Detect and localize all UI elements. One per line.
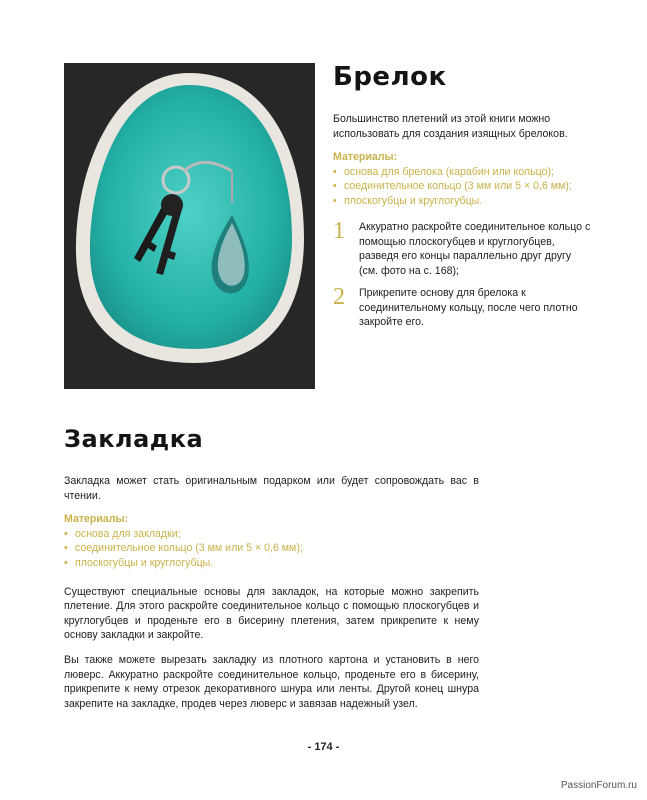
step-text: Прикрепите основу для брелока к соединительному кольцу, после чего плотно закройте его.	[359, 287, 578, 329]
zakladka-paragraph-1: Существуют специальные основы для закладок, на которые можно закрепить плетение. Для этого раскройте соединительное кольцо с помощью плоскогубцев и круглогубцев и проденьте его в бисерину плетения, затем прикрепите к нему основу закладки и закройте.	[64, 585, 479, 642]
brelok-materials-list	[333, 165, 593, 209]
list-item: • соединительное кольцо (3 мм или 5 × 0,6 мм);	[333, 179, 593, 194]
brelok-step-2	[333, 286, 593, 330]
zakladka-intro: Закладка может стать оригинальным подарком или будет сопровождать вас в чтении.	[64, 475, 479, 502]
brelok-intro: Большинство плетений из этой книги можно использовать для создания изящных брелоков.	[333, 113, 568, 140]
step-number: 2	[333, 284, 345, 310]
zakladka-materials-list	[64, 527, 479, 571]
brelok-materials-title: Материалы:	[333, 151, 398, 164]
section-title-zakladka: Закладка	[64, 425, 204, 453]
list-item: • соединительное кольцо (3 мм или 5 × 0,6 мм);	[64, 541, 479, 556]
brelok-step-1	[333, 220, 593, 278]
step-text: Аккуратно раскройте соединительное кольцо с помощью плоскогубцев и круглогубцев, разведя его концы параллельно друг другу (см. фото на с. 168);	[359, 221, 591, 277]
step-number: 1	[333, 218, 345, 244]
zakladka-block	[64, 474, 479, 711]
list-item: • основа для закладки;	[64, 527, 479, 542]
section-title-brelok: Брелок	[333, 62, 447, 92]
zakladka-materials-title: Материалы:	[64, 513, 129, 526]
watermark: PassionForum.ru	[560, 780, 637, 791]
list-item: • плоскогубцы и круглогубцы.	[64, 556, 479, 571]
brelok-intro-block	[333, 112, 593, 209]
keychain-photo	[64, 63, 315, 389]
list-item: • основа для брелока (карабин или кольцо);	[333, 165, 593, 180]
page-number: - 174 -	[307, 741, 340, 753]
list-item: • плоскогубцы и круглогубцы.	[333, 194, 593, 209]
zakladka-paragraph-2: Вы также можете вырезать закладку из плотного картона и установить в него люверс. Аккуратно раскройте соединительное кольцо, проденьте его в бисерину, прикрепите к нему отрезок декоративного шнура или ленты. Другой конец шнура закрепите на закладке, продев через люверс и завязав надежный узел.	[64, 653, 479, 710]
